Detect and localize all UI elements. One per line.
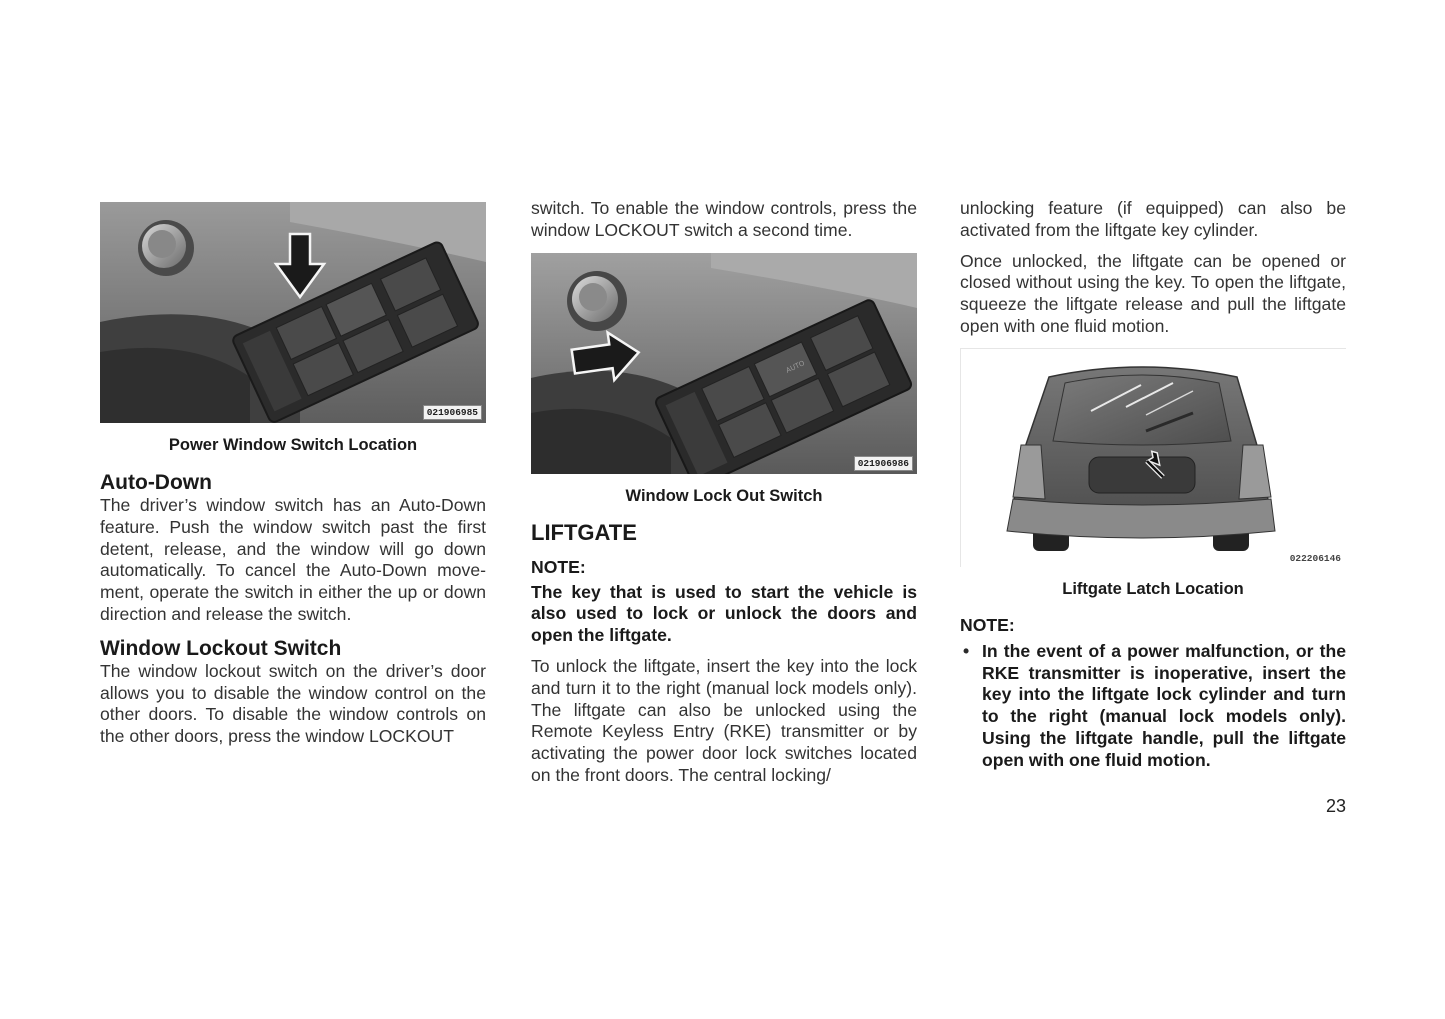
figure-caption: Window Lock Out Switch [625, 486, 823, 505]
power-window-switch-figure [100, 202, 486, 423]
column-1 [100, 198, 486, 748]
liftgate-latch-figure [960, 348, 1346, 567]
lockout-continued-text: switch. To enable the window controls, press the window LOCKOUT switch a second time. [531, 198, 917, 240]
column-2 [531, 198, 917, 787]
liftgate-heading: LIFTGATE [531, 519, 637, 545]
list-item [960, 641, 1346, 772]
liftgate-continued-text: unlocking feature (if equipped) can also be activated from the liftgate key cylinder. [960, 198, 1346, 240]
note-label: NOTE: [531, 556, 586, 577]
note-label: NOTE: [960, 614, 1015, 635]
auto-down-heading: Auto-Down [100, 471, 212, 494]
window-lockout-heading: Window Lockout Switch [100, 636, 342, 660]
power-window-switch-illustration [100, 202, 486, 423]
figure-caption: Power Window Switch Location [168, 436, 418, 454]
figure-caption: Liftgate Latch Location [1062, 579, 1244, 598]
page-number: 23 [1325, 796, 1346, 816]
window-lockout-figure [531, 253, 917, 474]
column-3 [960, 198, 1346, 772]
window-lockout-text: The window lockout switch on the driver’s door allows you to disable the window control on the other doors. To disable the window controls on the other doors, press the window LOCKOUT [100, 660, 486, 747]
svg-text:AUTO: AUTO [784, 358, 806, 375]
figure-code: 021906985 [423, 405, 482, 420]
figure-code: 022206146 [1289, 552, 1341, 564]
liftgate-note-text: The key that is used to start the vehicle is also used to lock or unlock the doors and open the liftgate. [531, 581, 917, 646]
liftgate-rear-vehicle-illustration [961, 349, 1346, 567]
liftgate-text: To unlock the liftgate, insert the key into the lock and turn it to the right (manual lock models only). The liftgate can also be unlocked using the Remote Keyless Entry (RKE) transmitter or by activating the power door lock switches located on the front doors. The central locking/ [531, 655, 917, 785]
auto-down-text: The driver’s window switch has an Auto-Down feature. Push the window switch past the first detent, release, and the window will go down automatically. To cancel the Auto-Down move-ment, operate the switch in either the up or down direction and release the switch. [100, 495, 486, 624]
window-lockout-illustration [531, 253, 917, 474]
note-item-text: • In the event of a power malfunction, or the RKE transmitter is inoperative, insert the key into the liftgate lock cylinder and turn to the right (manual lock models only). Using the liftgate handle, pull the liftgate open with one fluid motion. [982, 640, 1346, 770]
note-list [960, 641, 1346, 772]
liftgate-open-text: Once unlocked, the liftgate can be opened or closed without using the key. To open the liftgate, squeeze the liftgate release and pull the liftgate open with one fluid motion. [960, 250, 1346, 336]
figure-code: 021906986 [854, 456, 913, 471]
